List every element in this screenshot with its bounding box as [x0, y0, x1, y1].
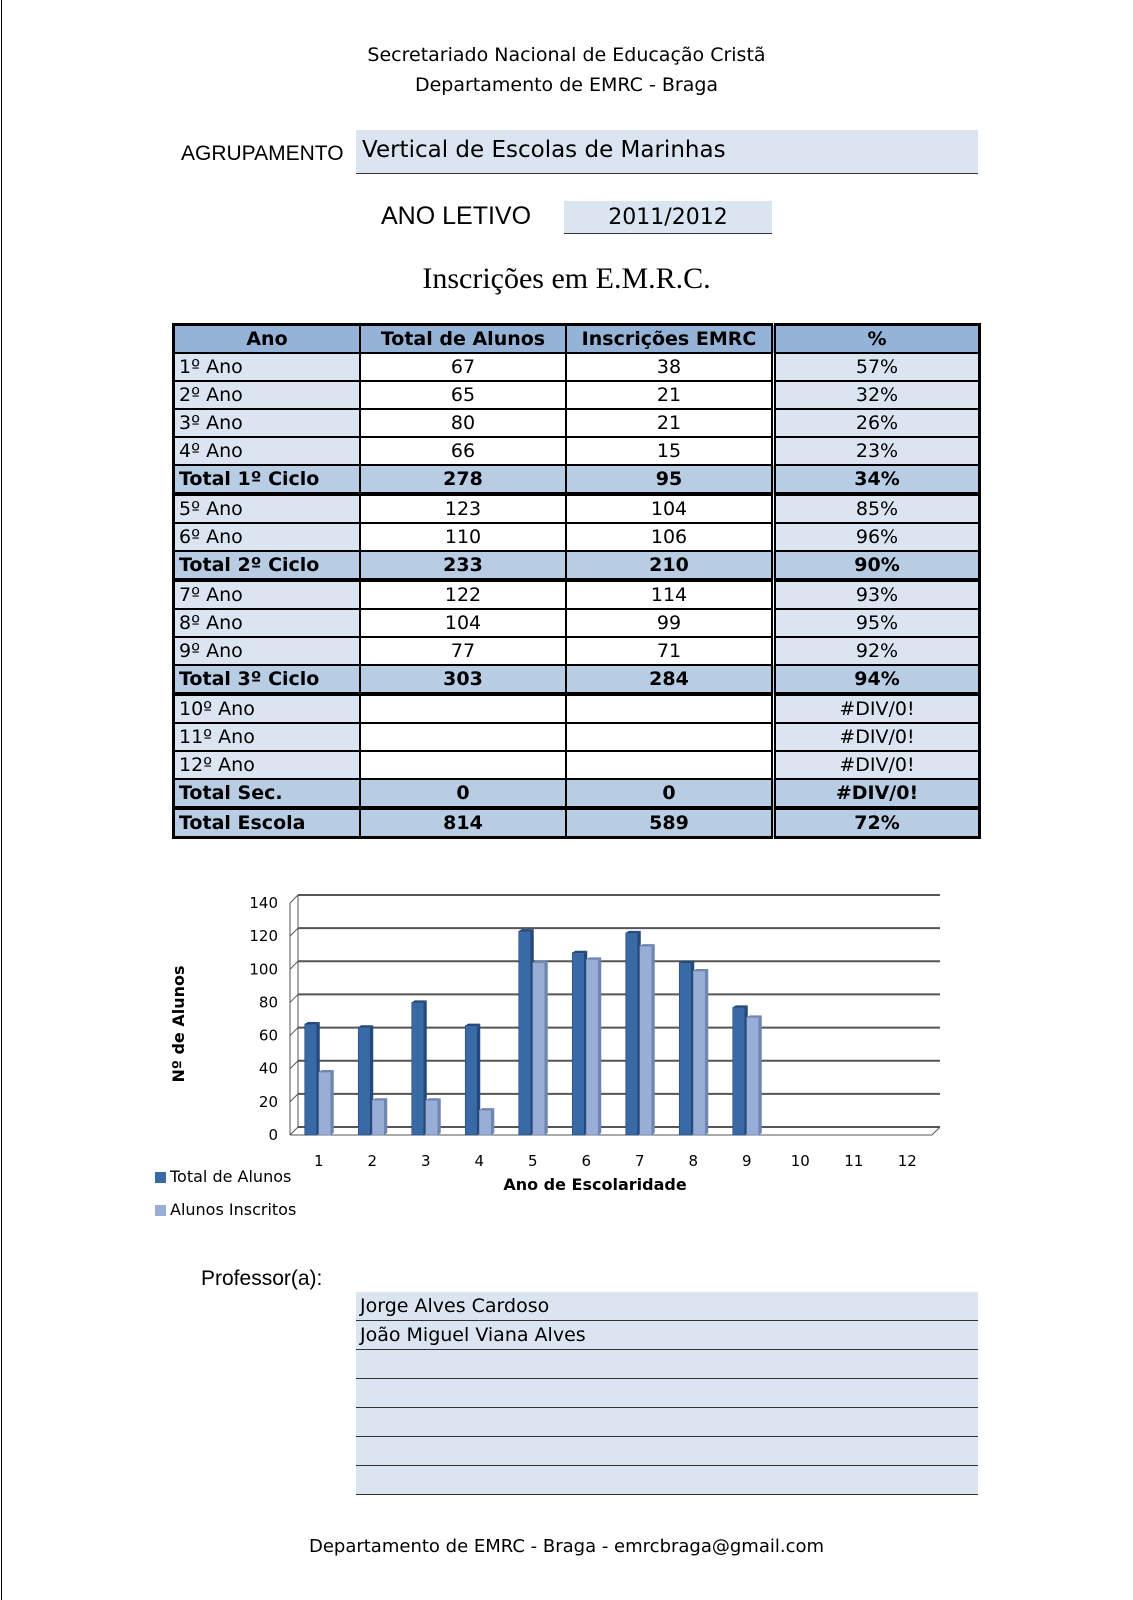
cell-percent: 92%	[774, 637, 980, 665]
agrupamento-field[interactable]: Vertical de Escolas de Marinhas	[356, 130, 978, 174]
cell-ano: 8º Ano	[174, 609, 361, 637]
bar-total-alunos	[305, 1024, 317, 1135]
cell-total: 110	[360, 523, 566, 551]
x-tick-label: 3	[420, 1152, 431, 1170]
cell-ano: 12º Ano	[174, 751, 361, 779]
cell-percent: #DIV/0!	[774, 694, 980, 723]
legend-swatch-total	[155, 1172, 166, 1183]
cell-ano: Total 1º Ciclo	[174, 465, 361, 494]
cell-total: 80	[360, 409, 566, 437]
cell-total	[360, 694, 566, 723]
x-tick-label: 12	[897, 1152, 917, 1170]
bar-alunos-inscritos	[586, 959, 598, 1135]
cell-total: 65	[360, 381, 566, 409]
professor-field[interactable]: João Miguel Viana Alves	[356, 1321, 978, 1350]
bar-alunos-inscritos	[533, 963, 545, 1135]
cell-total: 278	[360, 465, 566, 494]
bar-total-alunos	[519, 931, 531, 1135]
cell-ano: 10º Ano	[174, 694, 361, 723]
cell-total: 77	[360, 637, 566, 665]
x-tick-label: 11	[844, 1152, 864, 1170]
bar-alunos-inscritos	[693, 971, 705, 1135]
cell-percent: 93%	[774, 580, 980, 609]
cell-percent: 96%	[774, 523, 980, 551]
cell-inscricoes: 284	[566, 665, 774, 694]
cell-inscricoes: 21	[566, 381, 774, 409]
bar-side-alunos-inscritos	[384, 1098, 387, 1135]
cell-inscricoes: 38	[566, 353, 774, 381]
bar-side-alunos-inscritos	[759, 1015, 762, 1135]
col-header-inscricoes: Inscrições EMRC	[566, 325, 774, 354]
table-row	[174, 609, 980, 637]
cell-total: 66	[360, 437, 566, 465]
cell-ano: 11º Ano	[174, 723, 361, 751]
gridline-diag	[290, 1028, 298, 1036]
gridline-diag	[290, 961, 298, 969]
cell-percent: #DIV/0!	[774, 723, 980, 751]
cell-total: 123	[360, 494, 566, 523]
bar-alunos-inscritos	[479, 1110, 491, 1135]
bar-alunos-inscritos	[640, 946, 652, 1135]
bar-alunos-inscritos	[319, 1072, 331, 1135]
bar-alunos-inscritos	[372, 1100, 384, 1135]
bar-total-alunos	[733, 1007, 745, 1135]
cell-inscricoes: 71	[566, 637, 774, 665]
cell-percent: 23%	[774, 437, 980, 465]
table-total-row	[174, 465, 980, 494]
table-row	[174, 637, 980, 665]
cell-inscricoes: 99	[566, 609, 774, 637]
y-tick-label: 0	[268, 1126, 278, 1144]
cell-inscricoes: 95	[566, 465, 774, 494]
col-header-ano: Ano	[174, 325, 361, 354]
bar-total-alunos	[412, 1002, 424, 1135]
table-row	[174, 580, 980, 609]
y-tick-label: 120	[249, 927, 278, 946]
cell-percent: #DIV/0!	[774, 779, 980, 808]
gridline-diag	[290, 895, 298, 903]
cell-ano: Total Escola	[174, 808, 361, 838]
cell-percent: 26%	[774, 409, 980, 437]
bar-total-alunos	[358, 1027, 370, 1135]
cell-total	[360, 723, 566, 751]
table-row	[174, 409, 980, 437]
bar-total-alunos	[465, 1026, 477, 1135]
table-row	[174, 723, 980, 751]
cell-ano: 6º Ano	[174, 523, 361, 551]
professor-field[interactable]	[356, 1379, 978, 1408]
professor-field[interactable]	[356, 1408, 978, 1437]
agrupamento-label: AGRUPAMENTO	[181, 142, 344, 165]
bar-total-alunos	[572, 953, 584, 1135]
table-header-row	[174, 325, 980, 354]
cell-inscricoes	[566, 694, 774, 723]
cell-ano: 3º Ano	[174, 409, 361, 437]
page-title: Inscrições em E.M.R.C.	[422, 262, 711, 295]
cell-percent: 32%	[774, 381, 980, 409]
ano-letivo-field[interactable]: 2011/2012	[564, 201, 772, 234]
y-tick-label: 100	[249, 960, 278, 979]
cell-total: 0	[360, 779, 566, 808]
legend-label-inscritos: Alunos Inscritos	[170, 1200, 297, 1219]
legend-swatch-inscritos	[155, 1205, 166, 1216]
professor-field[interactable]	[356, 1437, 978, 1466]
cell-total: 67	[360, 353, 566, 381]
professor-field[interactable]	[356, 1466, 978, 1495]
inscricoes-table	[172, 323, 981, 839]
col-header-total: Total de Alunos	[360, 325, 566, 354]
cell-ano: Total 3º Ciclo	[174, 665, 361, 694]
cell-inscricoes: 0	[566, 779, 774, 808]
cell-percent: #DIV/0!	[774, 751, 980, 779]
legend-item-inscritos	[155, 1200, 296, 1219]
bar-alunos-inscritos	[747, 1017, 759, 1135]
bar-side-alunos-inscritos	[438, 1098, 441, 1135]
cell-inscricoes: 114	[566, 580, 774, 609]
y-tick-label: 20	[258, 1092, 278, 1111]
bar-side-alunos-inscritos	[331, 1070, 334, 1135]
x-tick-label: 1	[313, 1152, 324, 1170]
cell-total: 814	[360, 808, 566, 838]
gridline-diag	[290, 928, 298, 936]
bar-side-alunos-inscritos	[545, 961, 548, 1135]
x-axis-title: Ano de Escolaridade	[503, 1175, 687, 1194]
cell-total: 303	[360, 665, 566, 694]
bar-alunos-inscritos	[426, 1100, 438, 1135]
table-row	[174, 694, 980, 723]
cell-ano: 7º Ano	[174, 580, 361, 609]
cell-total: 122	[360, 580, 566, 609]
cell-ano: Total Sec.	[174, 779, 361, 808]
cell-inscricoes: 106	[566, 523, 774, 551]
professor-list	[356, 1292, 978, 1495]
cell-total	[360, 751, 566, 779]
table-total-row	[174, 551, 980, 580]
cell-ano: Total 2º Ciclo	[174, 551, 361, 580]
cell-inscricoes: 104	[566, 494, 774, 523]
ano-letivo-label: ANO LETIVO	[381, 202, 532, 230]
page-border	[1, 0, 2, 1600]
cell-inscricoes	[566, 751, 774, 779]
cell-inscricoes: 589	[566, 808, 774, 838]
table-row	[174, 751, 980, 779]
cell-percent: 94%	[774, 665, 980, 694]
cell-percent: 34%	[774, 465, 980, 494]
header-line-1: Secretariado Nacional de Educação Cristã	[367, 44, 766, 66]
bar-total-alunos	[626, 933, 638, 1135]
y-axis-title: Nº de Alunos	[169, 965, 188, 1083]
x-tick-label: 9	[741, 1152, 752, 1170]
professor-field[interactable]: Jorge Alves Cardoso	[356, 1292, 978, 1321]
bar-total-alunos	[679, 963, 691, 1135]
cell-percent: 57%	[774, 353, 980, 381]
cell-percent: 72%	[774, 808, 980, 838]
cell-ano: 1º Ano	[174, 353, 361, 381]
table-row	[174, 437, 980, 465]
bar-side-alunos-inscritos	[598, 957, 601, 1135]
cell-total: 233	[360, 551, 566, 580]
table-total-row	[174, 808, 980, 838]
x-tick-label: 4	[474, 1152, 485, 1170]
y-tick-label: 80	[258, 993, 278, 1012]
legend-label-total: Total de Alunos	[170, 1167, 292, 1186]
cell-ano: 5º Ano	[174, 494, 361, 523]
cell-inscricoes: 21	[566, 409, 774, 437]
gridline-diag	[290, 1094, 298, 1102]
cell-percent: 90%	[774, 551, 980, 580]
table-row	[174, 523, 980, 551]
x-tick-label: 2	[367, 1152, 378, 1170]
table-total-row	[174, 779, 980, 808]
y-tick-label: 60	[258, 1026, 278, 1045]
x-tick-label: 7	[634, 1152, 645, 1170]
table-row	[174, 494, 980, 523]
cell-percent: 85%	[774, 494, 980, 523]
bar-side-alunos-inscritos	[652, 944, 655, 1135]
table-row	[174, 381, 980, 409]
legend-item-total	[155, 1167, 291, 1186]
gridline-diag	[290, 994, 298, 1002]
cell-total: 104	[360, 609, 566, 637]
bar-side-alunos-inscritos	[491, 1108, 494, 1135]
x-axis-corner	[932, 1127, 940, 1135]
cell-ano: 2º Ano	[174, 381, 361, 409]
y-tick-label: 140	[249, 894, 278, 912]
gridline-diag	[290, 1061, 298, 1069]
cell-inscricoes: 210	[566, 551, 774, 580]
professor-field[interactable]	[356, 1350, 978, 1379]
x-tick-label: 10	[790, 1152, 810, 1170]
header-line-2: Departamento de EMRC - Braga	[414, 74, 719, 96]
gridline-diag	[290, 1127, 298, 1135]
footer: Departamento de EMRC - Braga - emrcbraga@gmail.com	[308, 1536, 825, 1557]
table-row	[174, 353, 980, 381]
cell-inscricoes: 15	[566, 437, 774, 465]
y-tick-label: 40	[258, 1059, 278, 1078]
x-tick-label: 6	[581, 1152, 592, 1170]
cell-ano: 9º Ano	[174, 637, 361, 665]
x-tick-label: 8	[688, 1152, 699, 1170]
cell-percent: 95%	[774, 609, 980, 637]
table-total-row	[174, 665, 980, 694]
x-tick-label: 5	[527, 1152, 538, 1170]
col-header-percent: %	[774, 325, 980, 354]
professor-label: Professor(a):	[201, 1267, 323, 1290]
bar-side-alunos-inscritos	[705, 969, 708, 1135]
cell-inscricoes	[566, 723, 774, 751]
cell-ano: 4º Ano	[174, 437, 361, 465]
